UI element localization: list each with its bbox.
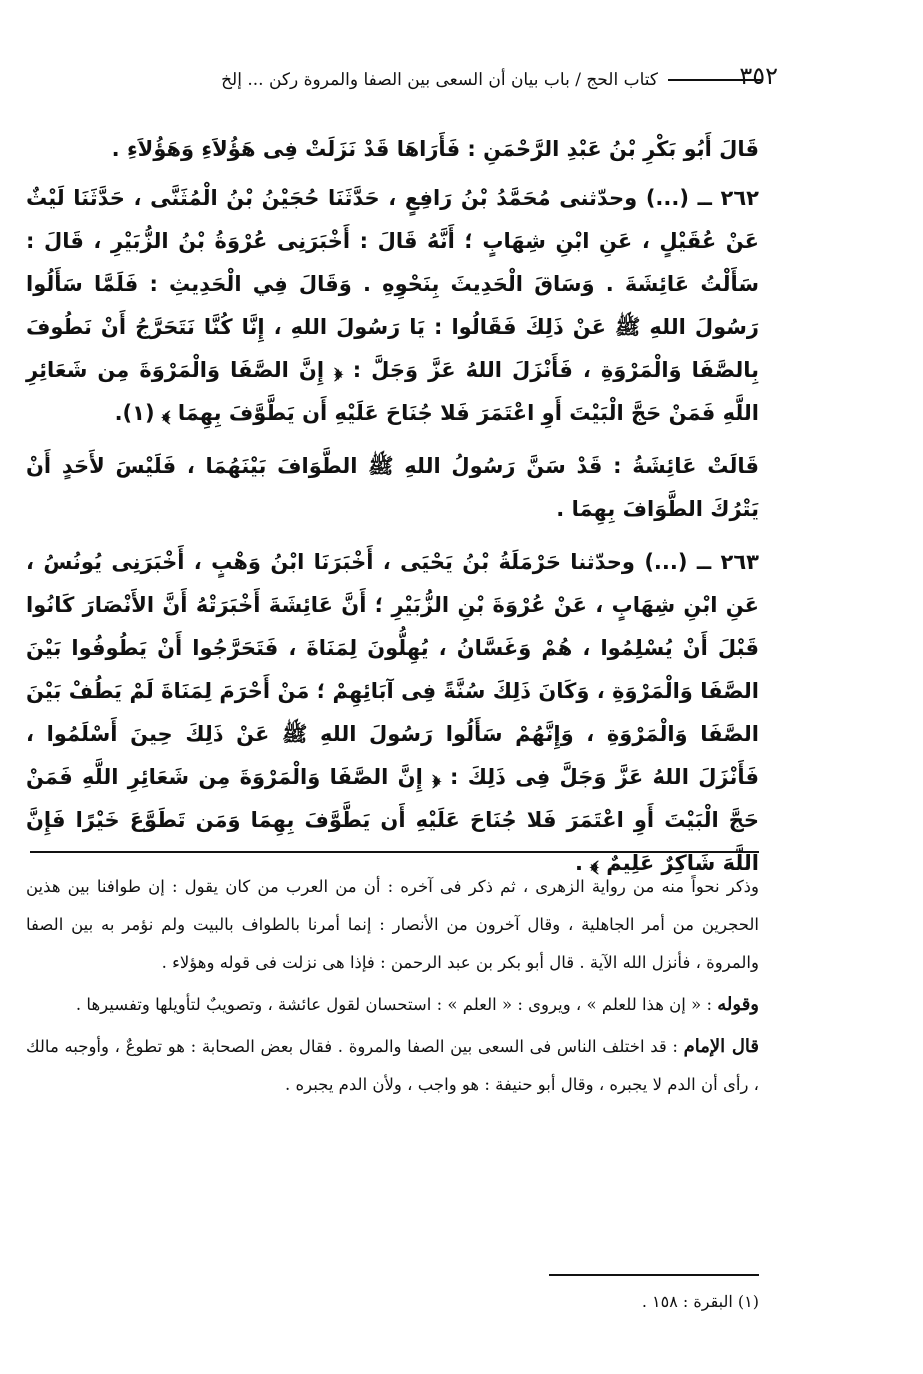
running-title: كتاب الحج / باب بيان أن السعى بين الصفا والمروة ركن ... إلخ bbox=[221, 70, 658, 90]
commentary-divider bbox=[30, 851, 759, 853]
footnote-divider bbox=[549, 1274, 759, 1276]
running-header bbox=[28, 70, 773, 90]
commentary-lead-word: وقوله bbox=[717, 994, 759, 1015]
commentary bbox=[26, 868, 759, 1108]
hadith-paragraph-262: ٢٦٢ ــ (...) وحدّثنى مُحَمَّدُ بْنُ رَافِعٍ ، حَدَّثَنَا حُجَيْنُ بْنُ الْمُثَنَّى ، حَدَّثَنَا لَيْثٌ عَنْ عُقَيْلٍ ، عَنِ ابْنِ شِهَابٍ ؛ أَنَّهُ قَالَ : أَخْبَرَنِى عُرْوَةُ بْنُ الزُّبَيْرِ ، قَالَ : سَأَلْتُ عَائِشَةَ . وَسَاقَ الْحَدِيثَ بِنَحْوِهِ . وَقَالَ فِي الْحَدِيثِ : فَلَمَّا سَأَلُوا رَسُولَ اللهِ ﷺ عَنْ ذَلِكَ فَقَالُوا : يَا رَسُولَ اللهِ ، إِنَّا كُنَّا نَتَحَرَّجُ أَنْ نَطُوفَ بِالصَّفَا وَالْمَرْوَةِ ، فَأَنْزَلَ اللهُ عَزَّ وَجَلَّ : ﴿ إِنَّ الصَّفَا وَالْمَرْوَةَ مِن شَعَائِرِ اللَّهِ فَمَنْ حَجَّ الْبَيْتَ أَوِ اعْتَمَرَ فَلا جُنَاحَ عَلَيْهِ أَن يَطَّوَّفَ بِهِمَا ﴾ (١). bbox=[26, 186, 759, 425]
commentary-lead-word: قال الإمام bbox=[683, 1036, 759, 1057]
hadith-text bbox=[26, 128, 759, 885]
commentary-paragraph-1: وذكر نحواً منه من رواية الزهرى ، ثم ذكر فى آخره : أن من العرب من كان يقول : إن طوافنا بين هذين الحجرين من أمر الجاهلية ، وقال آخرون من الأنصار : إنما أمرنا بالطواف بالبيت ولم نؤمر به بين الصفا والمروة ، فأنزل الله الآية . قال أبو بكر بن عبد الرحمن : فإذا هى نزلت فى قوله وهؤلاء . bbox=[26, 877, 759, 972]
hadith-paragraph-aisha: قَالَتْ عَائِشَةُ : قَدْ سَنَّ رَسُولُ اللهِ ﷺ الطَّوَافَ بَيْنَهُمَا ، فَلَيْسَ لأَحَدٍ أَنْ يَتْرُكَ الطَّوَافَ بِهِمَا . bbox=[26, 454, 759, 521]
commentary-paragraph-3 bbox=[26, 1028, 759, 1104]
commentary-paragraph-2 bbox=[26, 986, 759, 1024]
footnote: (١) البقرة : ١٥٨ . bbox=[641, 1292, 759, 1311]
page-number: ٣٥٢ bbox=[739, 62, 778, 90]
commentary-text: : « إن هذا للعلم » ، ويروى : « العلم » : استحسان لقول عائشة ، وتصويبٌ لتأويلها وتفسيرها . bbox=[75, 995, 713, 1014]
hadith-paragraph-1: قَالَ أَبُو بَكْرِ بْنُ عَبْدِ الرَّحْمَنِ : فَأَرَاهَا قَدْ نَزَلَتْ فِى هَؤُلاَءِ وَهَؤُلاَءِ . bbox=[111, 137, 759, 161]
commentary-text: : قد اختلف الناس فى السعى بين الصفا والمروة . فقال بعض الصحابة : هو تطوعٌ ، وأوجبه مالك ، رأى أن الدم لا يجبره ، وقال أبو حنيفة : هو واجب ، ولأن الدم يجبره . bbox=[26, 1037, 759, 1094]
header-rule bbox=[668, 79, 763, 81]
hadith-paragraph-263: ٢٦٣ ــ (...) وحدّثنا حَرْمَلَةُ بْنُ يَحْيَى ، أَخْبَرَنَا ابْنُ وَهْبٍ ، أَخْبَرَنِى يُونُسُ ، عَنِ ابْنِ شِهَابٍ ، عَنْ عُرْوَةَ بْنِ الزُّبَيْرِ ؛ أَنَّ عَائِشَةَ أَخْبَرَتْهُ أَنَّ الأَنْصَارَ كَانُوا قَبْلَ أَنْ يُسْلِمُوا ، هُمْ وَغَسَّانُ ، يُهِلُّونَ لِمَنَاةَ ، فَتَحَرَّجُوا أَنْ يَطُوفُوا بَيْنَ الصَّفَا وَالْمَرْوَةِ ، وَكَانَ ذَلِكَ سُنَّةً فِى آبَائِهِمْ ؛ مَنْ أَحْرَمَ لِمَنَاةَ لَمْ يَطُفْ بَيْنَ الصَّفَا وَالْمَرْوَةِ ، وَإِنَّهُمْ سَأَلُوا رَسُولَ اللهِ ﷺ عَنْ ذَلِكَ حِينَ أَسْلَمُوا ، فَأَنْزَلَ اللهُ عَزَّ وَجَلَّ فِى ذَلِكَ : ﴿ إِنَّ الصَّفَا وَالْمَرْوَةَ مِن شَعَائِرِ اللَّهِ فَمَنْ حَجَّ الْبَيْتَ أَوِ اعْتَمَرَ فَلا جُنَاحَ عَلَيْهِ أَن يَطَّوَّفَ بِهِمَا وَمَن تَطَوَّعَ خَيْرًا فَإِنَّ اللَّهَ شَاكِرٌ عَلِيمٌ ﴾ . bbox=[26, 550, 759, 875]
